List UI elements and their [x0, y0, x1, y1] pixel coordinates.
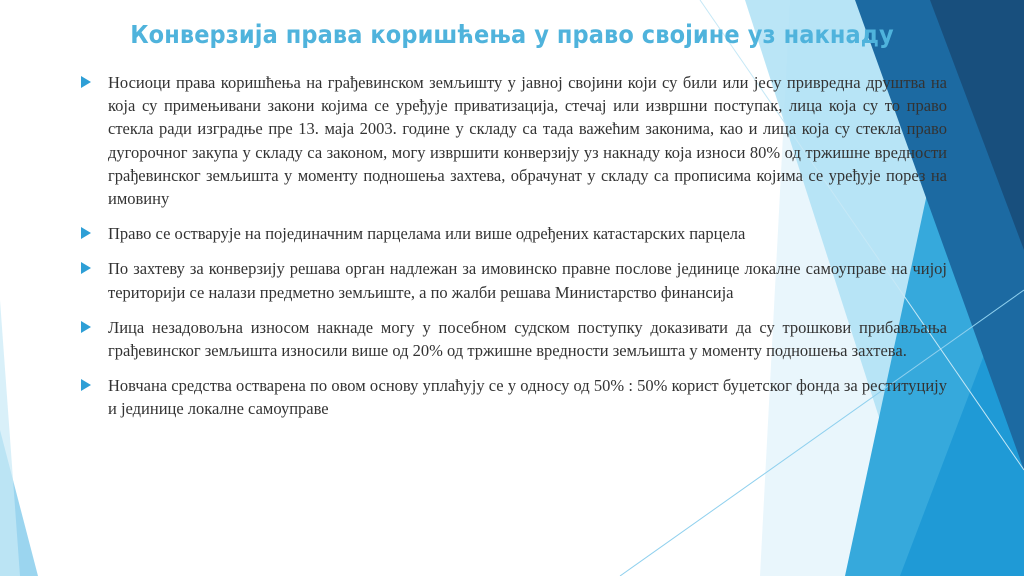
bullet-text: По захтеву за конверзију решава орган надлежан за имовинско правне послове јединице локалне самоуправе на чијој територији се налази предметно земљиште, а по жалби решава Министарство финансија [108, 259, 947, 302]
arrow-bullet-icon [81, 262, 91, 274]
arrow-bullet-icon [81, 76, 91, 88]
bullet-item [81, 71, 947, 210]
bullet-item [81, 374, 947, 420]
arrow-bullet-icon [81, 321, 91, 333]
bullet-text: Носиоци права коришћења на грађевинском земљишту у јавној својини који су били или јесу привредна друштва на која су примењивани закони којима се уређује приватизација, стечај или извршни поступак, лица која су то право стекла ради изградње пре 13. маја 2003. године у складу са тада важећим законима, као и лица која су стекла право дугорочног закупа у складу са законом, могу извршити конверзију уз накнаду која износи 80% од тржишне вредности грађевинског земљишта у моменту подношења захтева, обрачунат у складу са прописима којима се уређује порез на имовину [108, 73, 947, 209]
arrow-bullet-icon [81, 227, 91, 239]
bullet-text: Новчана средства остварена по овом основу уплаћују се у односу од 50% : 50% корист буџетског фонда за реституцију и јединице локалне самоуправе [108, 376, 947, 419]
arrow-bullet-icon [81, 379, 91, 391]
slide-content [81, 71, 947, 433]
bullet-item [81, 316, 947, 362]
bullet-item [81, 222, 947, 245]
bullet-text: Право се остварује на појединачним парцелама или више одређених катастарских парцела [108, 224, 746, 244]
bullet-item [81, 257, 947, 303]
bullet-text: Лица незадовољна износом накнаде могу у посебном судском поступку доказивати да су трошкови прибављања грађевинског земљишта износили више од 20% од тржишне вредности земљишта у моменту подношења захтева. [108, 317, 947, 361]
bullet-list [81, 71, 947, 421]
slide-title: Конверзија права коришћења у право својине уз накнаду [130, 20, 894, 49]
